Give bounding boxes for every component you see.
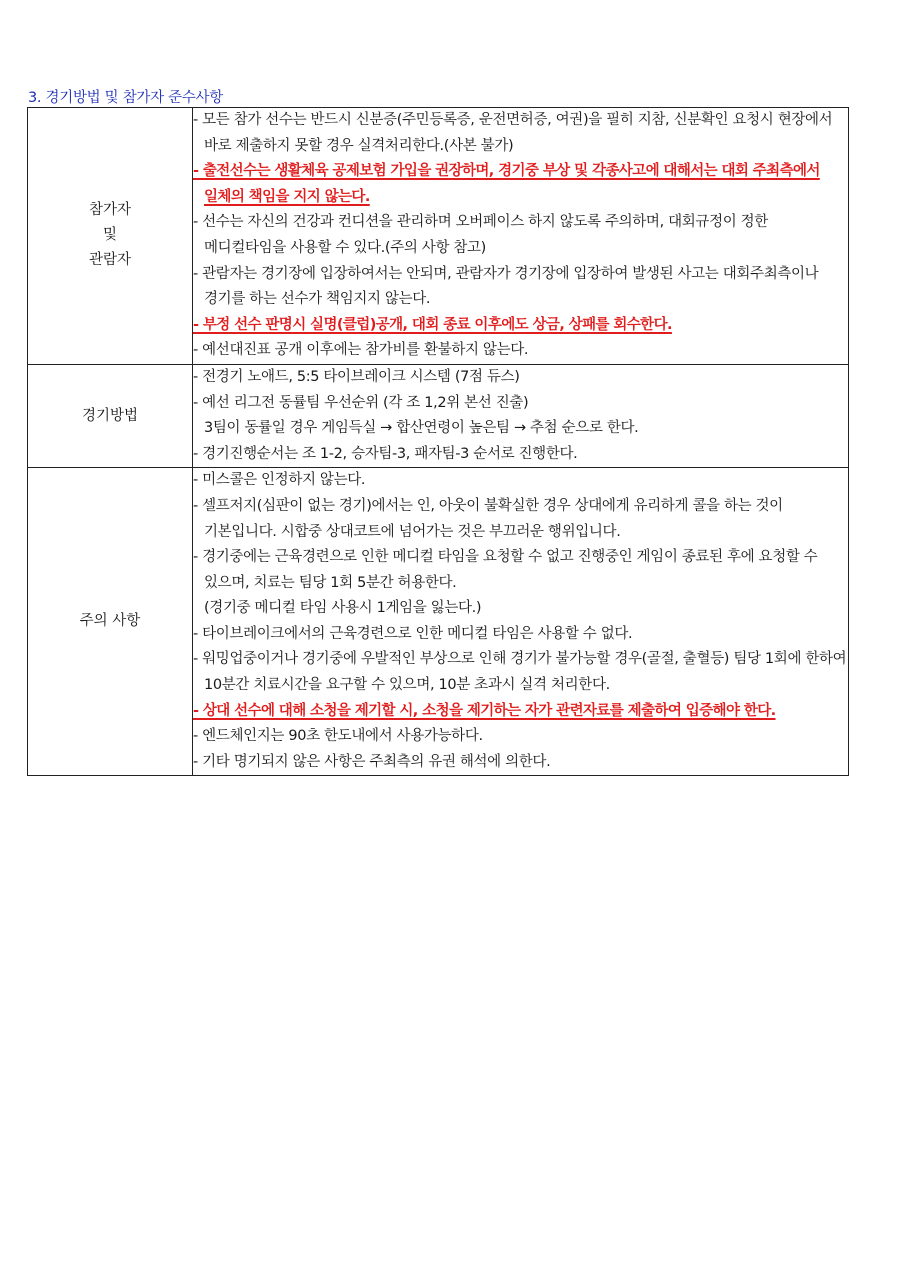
rules-table — [27, 107, 849, 776]
rule-item — [193, 596, 848, 622]
table-row-precautions — [28, 468, 849, 776]
rule-item-text: - 출전선수는 생활체육 공제보험 가입을 권장하며, 경기중 부상 및 각종사고에 대해서는 대회 주최측에서 일체의 책임을 지지 않는다. — [193, 163, 820, 205]
rule-item-text: - 전경기 노애드, 5:5 타이브레이크 시스템 (7점 듀스) — [193, 368, 520, 385]
rule-item — [193, 494, 848, 545]
rule-item — [193, 391, 848, 417]
rule-item — [193, 262, 848, 313]
rule-item-text: - 예선대진표 공개 이후에는 참가비를 환불하지 않는다. — [193, 342, 529, 359]
rule-item-text: - 경기진행순서는 조 1-2, 승자팀-3, 패자팀-3 순서로 진행한다. — [193, 445, 578, 462]
row-label — [28, 108, 193, 365]
row-label-line: 및 — [102, 227, 117, 244]
row-content — [193, 364, 849, 467]
rule-item-text: - 관람자는 경기장에 입장하여서는 안되며, 관람자가 경기장에 입장하여 발생된 사고는 대회주최측이나 경기를 하는 선수가 책임지지 않는다. — [193, 265, 819, 308]
rule-item-text: - 부정 선수 판명시 실명(클럽)공개, 대회 종료 이후에도 상금, 상패를 회수한다. — [193, 316, 672, 333]
rule-item — [193, 545, 848, 596]
rule-item-text: - 기타 명기되지 않은 사항은 주최측의 유권 해석에 의한다. — [193, 753, 551, 770]
row-label-line: 참가자 — [88, 202, 132, 219]
rule-item — [193, 442, 848, 468]
rule-item-text: - 워밍업중이거나 경기중에 우발적인 부상으로 인해 경기가 불가능할 경우(골절, 출혈등) 팀당 1회에 한하여 10분간 치료시간을 요구할 수 있으며, 10분 초과시 실격 처리한다. — [193, 651, 847, 694]
rule-item — [193, 416, 848, 442]
row-content — [193, 468, 849, 776]
table-row-participants-spectators — [28, 108, 849, 365]
rule-item-text: - 셀프저지(심판이 없는 경기)에서는 인, 아웃이 불확실한 경우 상대에게 유리하게 콜을 하는 것이 기본입니다. 시합중 상대코트에 넘어가는 것은 부끄러운 행위입니다. — [193, 497, 783, 540]
rule-item — [193, 724, 848, 750]
rule-item-text: 3팀이 동률일 경우 게임득실 → 합산연령이 높은팀 → 추첨 순으로 한다. — [204, 420, 639, 437]
rule-item-text: - 예선 리그전 동률팀 우선순위 (각 조 1,2위 본선 진출) — [193, 394, 529, 411]
rule-item-text: - 상대 선수에 대해 소청을 제기할 시, 소청을 제기하는 자가 관련자료를 제출하여 입증해야 한다. — [193, 702, 776, 719]
rule-item — [193, 622, 848, 648]
rule-item-text: - 선수는 자신의 건강과 컨디션을 관리하며 오버페이스 하지 않도록 주의하며, 대회규정이 정한 메디컬타임을 사용할 수 있다.(주의 사항 참고) — [193, 214, 768, 256]
rule-item — [193, 338, 848, 364]
rule-item-text: - 타이브레이크에서의 근육경련으로 인한 메디컬 타임은 사용할 수 없다. — [193, 625, 633, 642]
row-label-line: 주의 사항 — [79, 613, 141, 630]
table-row-match-method — [28, 364, 849, 467]
rule-item-text: - 미스콜은 인정하지 않는다. — [193, 472, 366, 489]
rule-item — [193, 468, 848, 494]
emphasized-rule-item — [193, 159, 848, 210]
rule-item — [193, 365, 848, 391]
section-title: 3. 경기방법 및 참가자 준수사항 — [28, 90, 223, 106]
rule-item-text: (경기중 메디컬 타임 사용시 1게임을 잃는다.) — [204, 600, 482, 617]
rule-item — [193, 108, 848, 159]
rule-item — [193, 647, 848, 698]
emphasized-rule-item — [193, 313, 848, 339]
rule-item — [193, 750, 848, 776]
row-label-line: 경기방법 — [81, 407, 139, 424]
row-content — [193, 108, 849, 365]
row-label — [28, 364, 193, 467]
row-label — [28, 468, 193, 776]
rule-item-text: - 모든 참가 선수는 반드시 신분증(주민등록증, 운전면허증, 여권)을 필히 지참, 신분확인 요청시 현장에서 바로 제출하지 못할 경우 실격처리한다.(사본 불가) — [193, 112, 833, 154]
rule-item-text: - 경기중에는 근육경련으로 인한 메디컬 타임을 요청할 수 없고 진행중인 게임이 종료된 후에 요청할 수 있으며, 치료는 팀당 1회 5분간 허용한다. — [193, 549, 818, 591]
rule-item — [193, 210, 848, 261]
emphasized-rule-item — [193, 699, 848, 725]
rule-item-text: - 엔드체인지는 90초 한도내에서 사용가능하다. — [193, 728, 483, 745]
row-label-line: 관람자 — [88, 252, 132, 269]
